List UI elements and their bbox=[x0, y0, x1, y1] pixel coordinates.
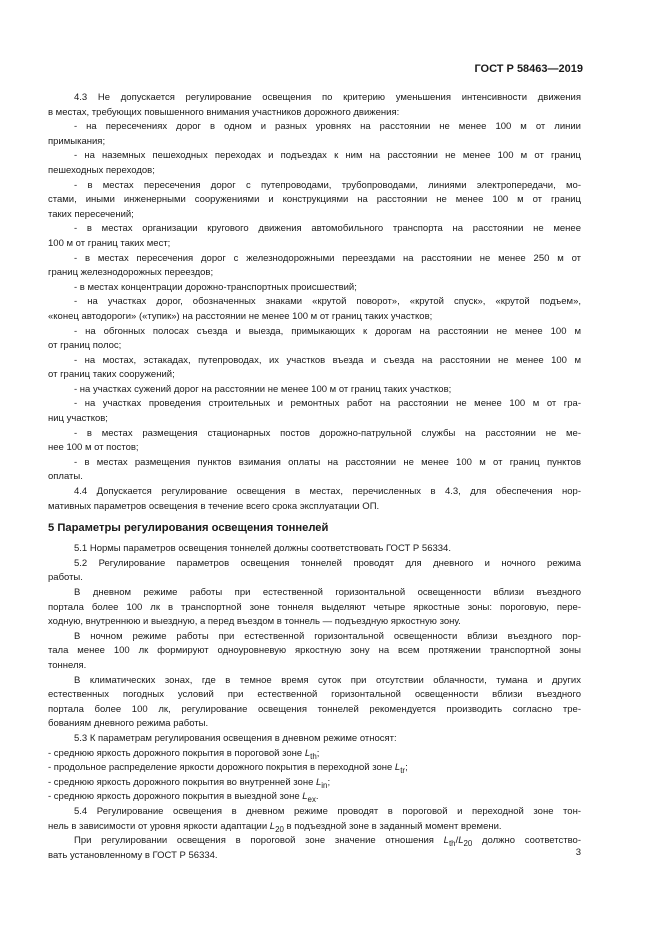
paragraph-line: 100 м от границ таких мест; bbox=[48, 237, 171, 249]
paragraph-line: - на мостах, эстакадах, путепроводах, их участков въезда и съезда на расстоянии не менее 100 м bbox=[74, 354, 581, 366]
paragraph-line: границ железнодорожных переездов; bbox=[48, 267, 214, 279]
paragraph-line: таких пересечений; bbox=[48, 208, 134, 220]
paragraph-line: нее 100 м от постов; bbox=[48, 442, 139, 454]
section-4-text bbox=[48, 91, 581, 514]
document-code: ГОСТ Р 58463—2019 bbox=[474, 63, 583, 75]
paragraph-line: В дневном режиме работы при естественной горизонтальной освещенности вблизи въездного bbox=[74, 587, 581, 598]
paragraph-line: - в местах организации кругового движения автомобильного транспорта на расстоянии не менее bbox=[74, 223, 581, 235]
paragraph-line: - на обгонных полосах съезда и выезда, примыкающих к дорогам на расстоянии не менее 100 м bbox=[74, 325, 581, 337]
paragraph-line: - на пересечениях дорог в одном и разных уровнях на расстоянии не менее 100 м от линии bbox=[74, 121, 581, 133]
paragraph-line: тоннеля. bbox=[48, 659, 87, 671]
section-5-heading: 5 Параметры регулирования освещения тоннелей bbox=[48, 522, 329, 535]
page-number: 3 bbox=[575, 847, 581, 858]
list-item: - продольное распределение яркости дорожного покрытия в переходной зоне $L_{tr}$; bbox=[48, 762, 408, 776]
paragraph-line: 5.1 Нормы параметров освещения тоннелей должны соответствовать ГОСТ Р 56334. bbox=[74, 543, 451, 555]
paragraph-line: - на участках проведения строительных и ремонтных работ на расстоянии не менее 100 м от гра- bbox=[74, 398, 581, 410]
paragraph-line: портала более 100 лк, регулирование освещения тоннелей рекомендуется производить согласно тре- bbox=[48, 703, 581, 715]
paragraph-line: работы. bbox=[48, 572, 83, 584]
paragraph-line: тала менее 100 лк формируют одноуровневую яркостную зону на всем протяжении транспортной зоны bbox=[48, 645, 581, 657]
paragraph-line: от границ полос; bbox=[48, 340, 122, 352]
paragraph-line: вать установленному в ГОСТ Р 56334. bbox=[48, 849, 218, 861]
paragraph-line: 5.2 Регулирование параметров освещения тоннелей проводят для дневного и ночного режима bbox=[74, 557, 581, 569]
paragraph-line: При регулировании освещения в пороговой зоне значение отношения $L_{th}/L_{20}$ должно соответство- bbox=[74, 835, 581, 848]
paragraph-line: 4.4 Допускается регулирование освещения в местах, перечисленных в 4.3, для обеспечения нор- bbox=[74, 486, 581, 498]
paragraph-line: ниц участков; bbox=[48, 413, 108, 425]
paragraph-line: естественных погодных условий при естественной горизонтальной освещенности вблизи въездного bbox=[48, 689, 581, 701]
paragraph-line: «конец автодороги» («тупик») на расстоянии не менее 100 м от границ таких участков; bbox=[48, 310, 433, 322]
paragraph-line: - на участках дорог, обозначенных знаками «крутой поворот», «крутой спуск», «крутой подъем», bbox=[74, 296, 581, 308]
paragraph-line: 5.4 Регулирование освещения в дневном режиме проводят в пороговой и переходной зоне тон- bbox=[74, 805, 581, 817]
paragraph-line: в местах, требующих повышенного внимания участников дорожного движения: bbox=[48, 106, 400, 118]
page-body bbox=[48, 91, 581, 863]
paragraph-line: мативных параметров освещения в течение всего срока эксплуатации ОП. bbox=[48, 500, 380, 512]
paragraph-line: от границ таких сооружений; bbox=[48, 369, 175, 381]
daytime-parameters-list bbox=[48, 747, 581, 805]
paragraph-line: - в местах размещения стационарных постов дорожно-патрульной службы на расстоянии не ме- bbox=[74, 427, 581, 439]
paragraph-line: - в местах пересечения дорог с железнодорожными переездами на расстоянии не менее 250 м от bbox=[74, 252, 581, 264]
section-5-text bbox=[48, 542, 581, 746]
paragraph-line: ходную, внутреннюю и выездную, а перед въездом в тоннель — подъездную яркостную зону. bbox=[48, 616, 461, 628]
paragraph-line: примыкания; bbox=[48, 135, 106, 147]
paragraph-line: стами, иными инженерными сооружениями и конструкциями на расстоянии не менее 100 м от границ bbox=[48, 194, 581, 206]
paragraph-line: - на участках сужений дорог на расстоянии не менее 100 м от границ таких участков; bbox=[74, 383, 452, 395]
paragraph-line: В климатических зонах, где в темное время суток при отсутствии облачности, тумана и других bbox=[74, 674, 581, 686]
paragraph-line: оплаты. bbox=[48, 471, 83, 483]
paragraph-line: 5.3 К параметрам регулирования освещения в дневном режиме относят: bbox=[74, 732, 397, 744]
paragraph-line: - на наземных пешеходных переходах и подъездах к ним на расстоянии не менее 100 м от границ bbox=[74, 150, 581, 162]
paragraph-line: - в местах концентрации дорожно-транспортных происшествий; bbox=[74, 281, 357, 293]
paragraph-line: В ночном режиме работы при естественной горизонтальной освещенности вблизи въездного пор- bbox=[74, 630, 581, 642]
list-item: - среднюю яркость дорожного покрытия в выездной зоне $L_{ex}$. bbox=[48, 791, 319, 805]
paragraph-line: нель в зависимости от уровня яркости адаптации $L_{20}$ в подъездной зоне в заданный момент времени. bbox=[48, 820, 502, 834]
paragraph-line: бованиям дневного режима работы. bbox=[48, 718, 209, 730]
list-item: - среднюю яркость дорожного покрытия в пороговой зоне $L_{th}$; bbox=[48, 747, 320, 761]
list-item: - среднюю яркость дорожного покрытия во внутренней зоне $L_{in}$; bbox=[48, 776, 331, 790]
paragraph-line: - в местах размещения пунктов взимания оплаты на расстоянии не менее 100 м от границ пунктов bbox=[74, 456, 581, 468]
paragraph-line: портала более 100 лк в транспортной зоне тоннеля выделяют четыре яркостные зоны: пороговую, пере- bbox=[48, 601, 581, 613]
paragraph-line: - в местах пересечения дорог с путепроводами, трубопроводами, линиями электропередачи, мо- bbox=[74, 179, 581, 191]
paragraph-line: пешеходных переходов; bbox=[48, 164, 155, 176]
paragraph-line: 4.3 Не допускается регулирование освещения по критерию уменьшения интенсивности движения bbox=[74, 92, 581, 103]
